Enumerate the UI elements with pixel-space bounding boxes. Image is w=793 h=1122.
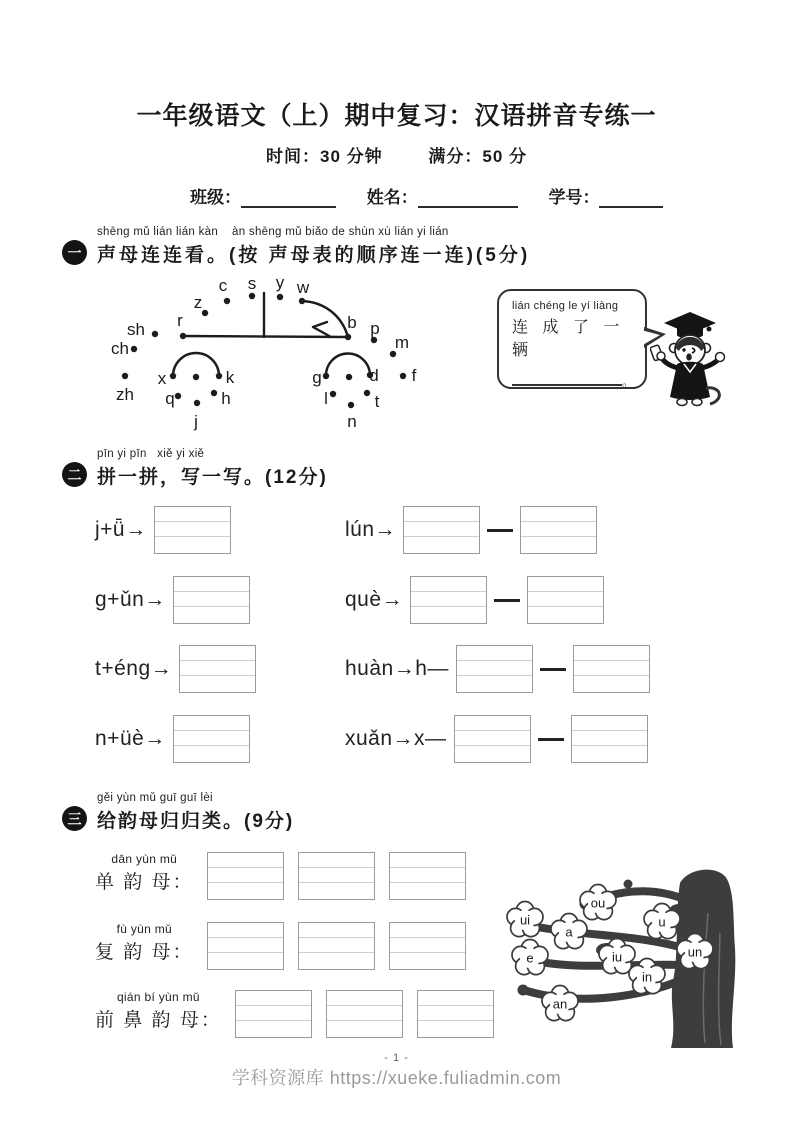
student-id-label: 学号： xyxy=(548,188,600,207)
score-label: 满分：50 分 xyxy=(428,147,527,166)
page-number: - 1 - xyxy=(384,1052,409,1064)
pinyin-writing-box[interactable] xyxy=(573,645,650,693)
split-item-label: què→ xyxy=(345,588,404,611)
category-label: dān yùn mǔ 单 韵 母： xyxy=(95,852,194,893)
category-label: fù yùn mǔ 复 韵 母： xyxy=(95,922,194,963)
svg-text:p: p xyxy=(370,319,380,338)
spell-item xyxy=(95,574,250,626)
svg-text:sh: sh xyxy=(127,320,145,339)
svg-text:l: l xyxy=(324,389,328,408)
connector-dash xyxy=(494,599,520,602)
svg-text:a: a xyxy=(565,924,573,940)
pinyin-writing-box[interactable] xyxy=(173,715,250,763)
svg-text:j: j xyxy=(194,412,198,431)
spell-item-label: t+éng→ xyxy=(95,657,173,680)
svg-text:c: c xyxy=(218,276,228,295)
svg-text:iu: iu xyxy=(611,949,623,965)
spell-item-label: j+ǖ→ xyxy=(95,518,147,541)
connector-dash xyxy=(540,668,566,671)
student-fields xyxy=(190,183,689,208)
graduate-monkey-illustration xyxy=(650,310,730,408)
svg-text:f: f xyxy=(411,366,417,385)
svg-text:g: g xyxy=(312,368,322,387)
spell-item xyxy=(95,504,231,556)
section-3-pinyin: gěi yùn mǔ guī guī lèi xyxy=(97,792,213,804)
svg-text:n: n xyxy=(347,412,357,431)
spell-item-label: g+ǔn→ xyxy=(95,588,166,611)
svg-text:un: un xyxy=(687,944,703,960)
right-wheel-arc xyxy=(326,353,370,376)
pinyin-writing-box[interactable] xyxy=(454,715,531,763)
pinyin-writing-box[interactable] xyxy=(235,990,312,1038)
section-1-pinyin: shēng mǔ lián lián kàn àn shēng mǔ biǎo de shùn xù lián yi lián xyxy=(97,226,449,238)
spell-item-label: n+üè→ xyxy=(95,727,166,750)
bubble-pinyin: lián chéng le yí liàng xyxy=(512,300,619,312)
section-2-title: 拼一拼，写一写。(12分) xyxy=(97,467,328,488)
section-1-header xyxy=(62,226,530,267)
bubble-period: 。 xyxy=(622,374,636,389)
svg-text:x: x xyxy=(157,369,167,388)
pinyin-writing-box[interactable] xyxy=(207,922,284,970)
section-2-pinyin: pīn yi pīn xiě yi xiě xyxy=(97,448,205,460)
name-label: 姓名： xyxy=(366,188,418,207)
section-1-badge: 一 xyxy=(62,240,87,265)
svg-text:zh: zh xyxy=(116,385,134,404)
pennant-mark xyxy=(313,322,331,337)
pinyin-writing-box[interactable] xyxy=(410,576,487,624)
name-field xyxy=(367,188,518,207)
svg-text:b: b xyxy=(347,313,357,332)
section-1-title: 声母连连看。(按 声母表的顺序连一连)(5分) xyxy=(97,245,531,266)
pinyin-writing-box[interactable] xyxy=(179,645,256,693)
connector-dash xyxy=(487,529,513,532)
pinyin-writing-box[interactable] xyxy=(389,852,466,900)
section-2-header xyxy=(62,448,328,489)
section-3-badge: 三 xyxy=(62,806,87,831)
student-id-blank[interactable] xyxy=(599,192,663,208)
svg-text:an: an xyxy=(552,996,568,1012)
pinyin-writing-box[interactable] xyxy=(154,506,231,554)
vowel-category-row xyxy=(95,915,480,970)
split-item xyxy=(345,643,650,695)
svg-text:d: d xyxy=(369,366,379,385)
student-id-field xyxy=(548,188,663,207)
svg-text:z: z xyxy=(193,293,203,312)
svg-text:q: q xyxy=(165,389,175,408)
frame-line xyxy=(183,336,348,337)
vowel-tree-figure xyxy=(483,853,768,1053)
svg-text:ou: ou xyxy=(590,895,606,911)
pinyin-writing-box[interactable] xyxy=(520,506,597,554)
class-blank[interactable] xyxy=(241,192,336,208)
pinyin-writing-box[interactable] xyxy=(207,852,284,900)
svg-text:w: w xyxy=(296,278,310,297)
pinyin-writing-box[interactable] xyxy=(326,990,403,1038)
svg-text:u: u xyxy=(658,914,666,930)
split-item-label: lún→ xyxy=(345,518,397,541)
name-blank[interactable] xyxy=(418,192,518,208)
svg-text:k: k xyxy=(225,368,235,387)
pinyin-writing-box[interactable] xyxy=(298,922,375,970)
class-label: 班级： xyxy=(190,188,241,207)
section-3-title: 给韵母归归类。(9分) xyxy=(97,811,295,832)
split-item xyxy=(345,504,597,556)
svg-text:y: y xyxy=(275,273,285,292)
split-item xyxy=(345,713,648,765)
pinyin-writing-box[interactable] xyxy=(571,715,648,763)
watermark: 学科资源库 https://xueke.fuliadmin.com xyxy=(231,1068,562,1088)
left-wheel-arc xyxy=(173,353,219,376)
pinyin-writing-box[interactable] xyxy=(389,922,466,970)
svg-text:ch: ch xyxy=(111,339,129,358)
svg-text:s: s xyxy=(247,274,257,293)
svg-text:ui: ui xyxy=(519,912,531,928)
vowel-category-row xyxy=(95,845,480,900)
pinyin-writing-box[interactable] xyxy=(456,645,533,693)
class-field xyxy=(190,188,336,207)
connector-dash xyxy=(538,738,564,741)
bubble-text: 连 成 了 一 辆 xyxy=(512,319,625,359)
svg-text:t: t xyxy=(374,392,380,411)
spell-item xyxy=(95,713,250,765)
initials-connect-figure[interactable] xyxy=(85,268,425,436)
w-to-b-curve xyxy=(302,301,348,337)
pinyin-writing-box[interactable] xyxy=(403,506,480,554)
exam-meta xyxy=(0,142,793,167)
svg-text:e: e xyxy=(526,950,534,966)
section-3-header xyxy=(62,792,294,833)
page-title: 一年级语文（上）期中复习：汉语拼音专练一 xyxy=(136,102,657,130)
category-label: qián bí yùn mǔ 前 鼻 韵 母： xyxy=(95,990,222,1031)
svg-text:r: r xyxy=(177,311,183,330)
split-item-label: xuǎn→x— xyxy=(345,727,447,750)
pinyin-writing-box[interactable] xyxy=(173,576,250,624)
vowel-category-row xyxy=(95,983,508,1038)
svg-text:h: h xyxy=(221,389,231,408)
section-2-badge: 二 xyxy=(62,462,87,487)
svg-text:in: in xyxy=(641,969,653,985)
split-item-label: huàn→h— xyxy=(345,657,449,680)
speech-bubble xyxy=(497,289,647,389)
svg-text:m: m xyxy=(394,333,410,352)
pinyin-writing-box[interactable] xyxy=(527,576,604,624)
bubble-answer-blank[interactable] xyxy=(512,360,622,386)
pinyin-writing-box[interactable] xyxy=(298,852,375,900)
spell-item xyxy=(95,643,256,695)
split-item xyxy=(345,574,604,626)
time-label: 时间：30 分钟 xyxy=(265,147,383,166)
